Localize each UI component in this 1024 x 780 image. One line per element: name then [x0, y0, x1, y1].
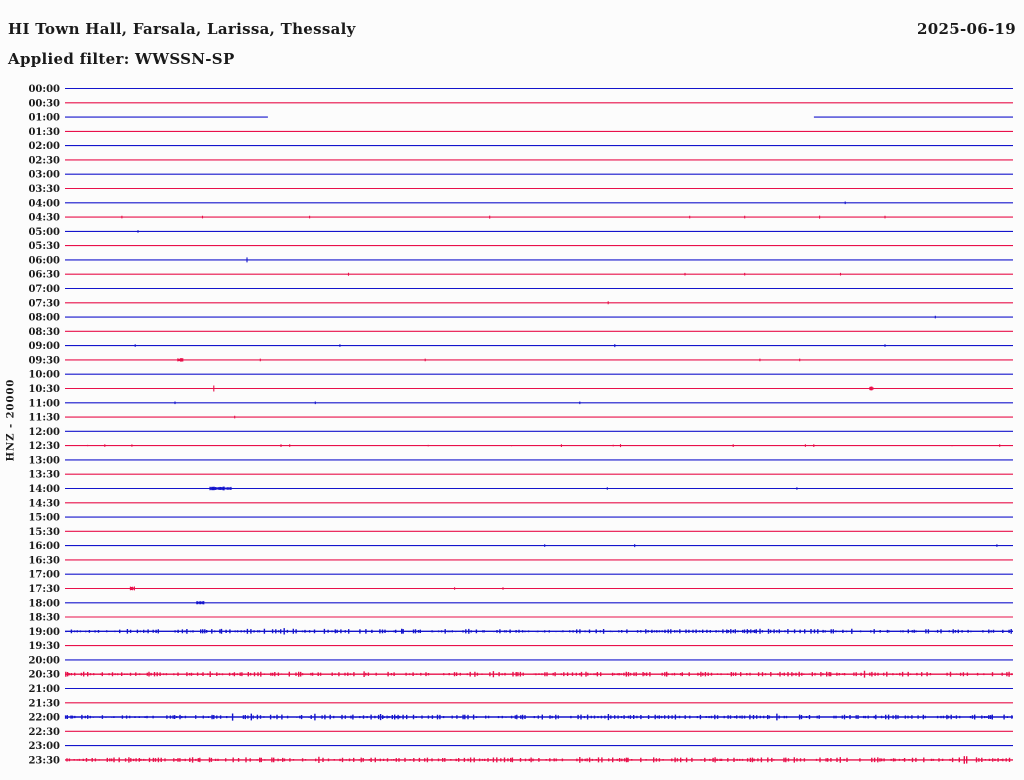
time-label: 03:00 — [28, 169, 60, 181]
time-label: 04:00 — [28, 198, 60, 210]
time-label: 11:00 — [28, 398, 60, 410]
trace-row-0400 — [65, 202, 1013, 205]
time-label: 04:30 — [28, 212, 60, 224]
time-label: 07:00 — [28, 284, 60, 295]
time-label: 16:00 — [28, 541, 60, 553]
time-label: 07:30 — [28, 298, 60, 310]
trace-row-0730 — [65, 301, 1013, 304]
trace-row-1730 — [65, 587, 1013, 591]
time-label: 02:00 — [28, 141, 60, 153]
time-label: 22:00 — [28, 712, 60, 724]
trace-row-0900 — [65, 344, 1013, 347]
time-label: 21:30 — [28, 698, 60, 710]
date-label: 2025-06-19 — [917, 20, 1016, 38]
trace-row-2030 — [65, 671, 1013, 678]
time-label: 20:00 — [28, 655, 60, 667]
trace-row-0600 — [65, 257, 1013, 262]
trace-row-1900 — [65, 628, 1013, 634]
time-label: 11:30 — [28, 412, 60, 424]
trace-row-0430 — [65, 216, 1013, 219]
time-label: 23:30 — [28, 755, 60, 767]
time-label: 10:30 — [28, 384, 60, 395]
trace-row-0800 — [65, 316, 1013, 319]
channel-scale-label: HNZ - 20000 — [5, 378, 17, 462]
trace-row-0930 — [65, 358, 1013, 362]
time-label: 17:00 — [28, 569, 60, 581]
time-label: 13:00 — [28, 455, 60, 467]
time-label: 13:30 — [28, 469, 60, 481]
trace-row-0630 — [65, 273, 1013, 276]
time-label: 01:00 — [28, 112, 60, 124]
time-label: 00:30 — [28, 98, 60, 110]
time-label: 22:30 — [28, 726, 60, 738]
trace-row-1800 — [65, 601, 1013, 604]
time-label: 18:00 — [28, 598, 60, 610]
time-label: 05:30 — [28, 241, 60, 253]
trace-row-2200 — [65, 714, 1013, 721]
time-label: 12:00 — [28, 426, 60, 438]
time-label: 14:00 — [28, 484, 60, 495]
applied-filter-label: Applied filter: WWSSN-SP — [8, 50, 235, 68]
time-label: 00:00 — [28, 84, 60, 95]
time-label: 20:30 — [28, 669, 60, 681]
time-label: 18:30 — [28, 612, 60, 624]
trace-row-1130 — [65, 416, 1013, 419]
time-label: 15:00 — [28, 512, 60, 524]
time-label: 09:30 — [28, 355, 60, 367]
time-label: 23:00 — [28, 741, 60, 753]
time-label: 19:00 — [28, 626, 60, 638]
time-label: 08:00 — [28, 312, 60, 324]
time-label: 15:30 — [28, 526, 60, 538]
time-label: 17:30 — [28, 584, 60, 595]
trace-row-1230 — [65, 444, 1013, 447]
time-label: 01:30 — [28, 126, 60, 138]
time-label: 08:30 — [28, 326, 60, 338]
time-label: 02:30 — [28, 155, 60, 167]
trace-row-1100 — [65, 402, 1013, 405]
time-label: 09:00 — [28, 341, 60, 353]
time-label: 16:30 — [28, 555, 60, 567]
trace-row-1600 — [65, 544, 1013, 547]
trace-row-1400 — [65, 487, 1013, 491]
time-label: 06:30 — [28, 269, 60, 281]
time-label: 06:00 — [28, 255, 60, 267]
time-label: 19:30 — [28, 641, 60, 653]
station-title: HI Town Hall, Farsala, Larissa, Thessaly — [8, 20, 356, 38]
time-label: 21:00 — [28, 684, 60, 695]
trace-row-2330 — [65, 756, 1013, 764]
time-label: 10:00 — [28, 369, 60, 381]
time-label: 03:30 — [28, 184, 60, 195]
time-label: 05:00 — [28, 226, 60, 238]
time-label: 14:30 — [28, 498, 60, 510]
trace-row-1030 — [65, 386, 1013, 392]
time-label: 12:30 — [28, 441, 60, 453]
trace-row-0500 — [65, 230, 1013, 233]
